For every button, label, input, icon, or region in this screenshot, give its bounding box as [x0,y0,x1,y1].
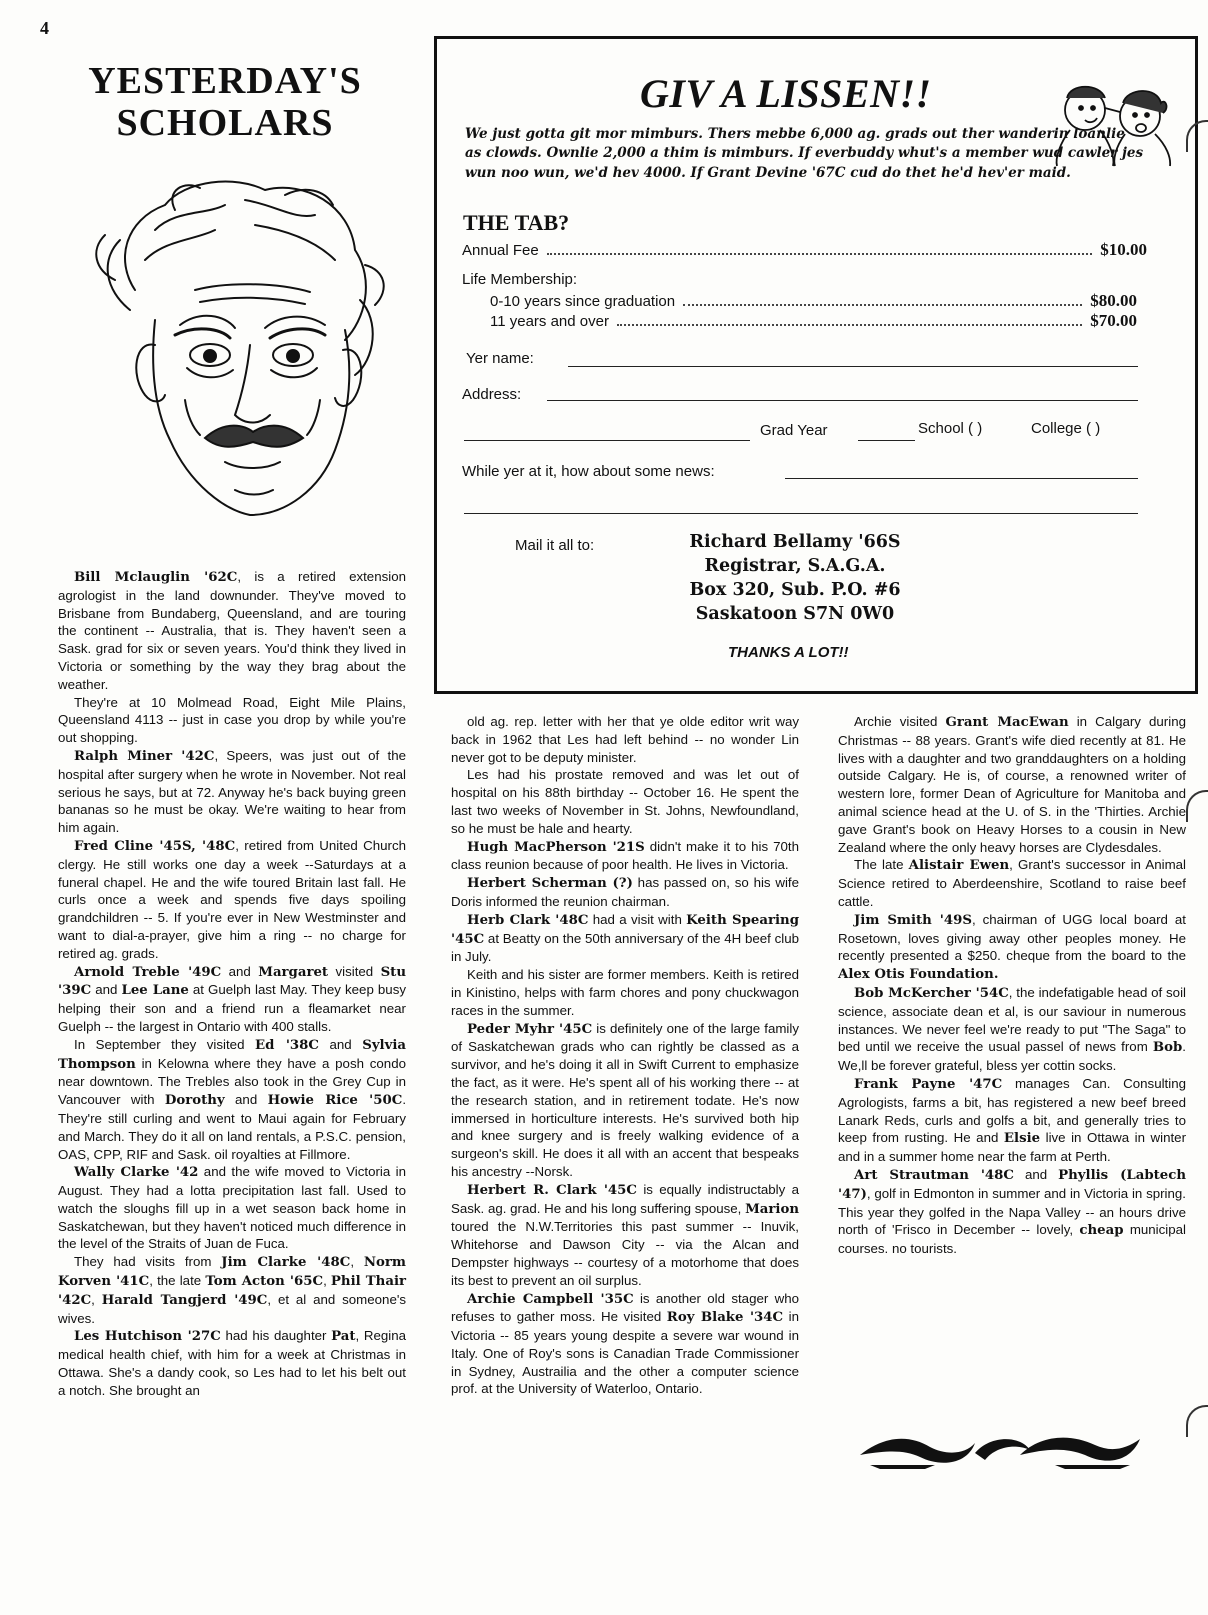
wave-ornament-icon [855,1425,1145,1475]
text-run: , retired from United Church clergy. He still works one day a week --Saturdays at a funeral chapel. He and the wife toured Britain last fall. He curls once a week and spends five days spoiling grandchildren -- 5. If you're ever in New Westminster and want to dial-a-prayer, give him a ring -- no charge for retired ag. grads. [58,837,406,961]
name-highlight: Alistair Ewen [908,858,1010,874]
dot-leader [617,324,1082,326]
text-run: , golf in Edmonton in summer and in Victoria in spring. This year they golfed in the Napa Valley -- an hours drive north of 'Frisco in December -- lovely, [838,1185,1186,1238]
text-run: in Calgary during Christmas -- 88 years. Grant's wife died recently at 81. He lives with a daughter and two granddaughters on a holding outside Calgary. He is, of course, a renowned writer of western lore, former Dean of Agriculture for Manitoba and animal science head at the U. of S. in the 'Thirties. Archie gave Grant's book on Heavy Horses to a cousin in New Zealand where the only heavy horses are Clydesdales. [838,714,1186,855]
text-run: at Guelph last May. They keep busy helping their son and a friend run a fleamarket near Guelph -- the largest in Ontario with 400 stalls. [58,982,406,1034]
mail-line-1: Richard Bellamy '66S [689,532,901,552]
life-row-2 [490,311,1137,331]
name-highlight: Jim Smith '49S [854,912,972,928]
annual-fee-label: Annual Fee [462,242,539,259]
name-field[interactable] [568,366,1138,367]
column-1-text [58,568,406,1400]
text-run: , Regina medical health chief, with him for a week at Christmas in Ottawa. She's a dandy cook, so Les had to let his belt out a notch. She brought an [58,1328,407,1398]
name-highlight: Bill Mclauglin '62C [74,570,238,585]
form-title: GIV A LISSEN!! [640,71,932,116]
paragraph [451,911,799,966]
name-highlight: Howie Rice '50C [267,1093,403,1109]
paragraph [58,837,406,963]
text-run: is equally indistructably a Sask. ag. grad. He and his long suffering spouse, [451,1181,799,1216]
tab-title: THE TAB? [463,210,570,235]
mail-line-3: Box 320, Sub. P.O. #6 [689,580,901,600]
news-field-line-2[interactable] [464,513,1138,514]
mail-line-4: Saskatoon S7N 0W0 [695,604,895,624]
column-title [50,60,400,144]
paragraph [451,874,799,911]
life-row-1-label: 0-10 years since graduation [490,293,676,310]
paragraph [451,1020,799,1181]
paragraph [451,838,799,875]
text-run: The late [854,857,909,873]
name-highlight: Roy Blake '34C [666,1310,784,1326]
name-highlight: Keith Spearing '45C [451,912,799,947]
text-run: , chairman of UGG local board at Rosetown, loves giving away other peoples money. He recently presented a $250. cheque from the board to the [838,911,1186,964]
paragraph [838,856,1186,910]
name-highlight: Hugh MacPherson '21S [467,839,645,855]
paragraph [838,1075,1186,1166]
column-3-text [838,713,1186,1258]
name-highlight: Norm Korven '41C [58,1255,406,1290]
name-highlight: Alex Otis Foundation. [838,967,999,983]
name-highlight: Tom Acton '65C [205,1274,324,1290]
page-edge-mark [1186,790,1208,822]
college-label[interactable]: College ( ) [1031,420,1101,437]
news-label: While yer at it, how about some news: [462,463,715,480]
paragraph [451,1181,799,1290]
address-field-line-2[interactable] [464,440,750,441]
paragraph [451,966,799,1019]
annual-fee-row [462,240,1147,260]
mail-line-2: Registrar, S.A.G.A. [704,556,886,576]
text-run: , the late [149,1273,206,1289]
text-run: , [350,1254,364,1270]
title-line-1: YESTERDAY'S [88,60,362,102]
name-highlight: Ralph Miner '42C [74,748,215,764]
text-run: is definitely one of the large family of Saskatchewan grads who can rightly be classed as a survivor, and he's doing it all in Swift Current to emphasize the fact, as it were. He's spent all of his working there -- at the research station, and in retirement todate. He's now immersed in horticulture interests. He's survived both hip and knee surgery and is freely walking evidence of a surgeon's skill. He does it all with an accent that bespeaks his ancestry --Norsk. [451,1020,799,1179]
annual-fee-amount: $10.00 [1100,240,1147,259]
paragraph [838,911,1186,984]
text-run: and the wife moved to Victoria in August. They had a lotta precipitation last fall. Used to watch the sloughs fill up in a wet season back home in Saskatchewan, but they haven't noticed much difference in the level of the Straits of Juan de Fuca. [58,1164,406,1252]
paragraph [58,1036,406,1164]
name-highlight: Arnold Treble '49C [74,964,222,980]
name-highlight: Les Hutchison '27C [74,1329,221,1345]
text-run: They're at 10 Molmead Road, Eight Mile Plains, Queensland 4113 -- just in case you drop by while you're out shopping. [58,694,406,746]
text-run: has passed on, so his wife Doris informed the reunion chairman. [451,875,799,909]
name-highlight: Archie Campbell '35C [467,1291,634,1307]
paragraph [838,984,1186,1075]
paragraph [838,713,1186,856]
column-2-text [451,713,799,1398]
text-run: and [319,1036,363,1052]
text-run: toured the N.W.Territories this past summer -- Inuvik, Whitehorse and Dawson City -- via the Alcan and Dempster highways -- courtesy of a motorhome that does its best to prevent an oil surplus. [451,1219,799,1288]
name-highlight: Phyllis (Labtech '47) [838,1167,1186,1202]
life-row-2-label: 11 years and over [490,313,609,330]
text-run: They had visits from [74,1254,222,1270]
text-run: , [91,1291,102,1307]
paragraph [838,1166,1186,1258]
name-highlight: Grant MacEwan [945,715,1069,730]
name-label: Yer name: [466,350,534,367]
paragraph [58,1253,406,1327]
title-line-2: SCHOLARS [116,102,334,144]
text-run: didn't make it to his 70th class reunion because of poor health. He lives in Victoria. [451,838,800,873]
name-highlight: Phil Thair '42C [58,1274,407,1308]
paragraph [58,1327,406,1399]
text-run: manages Can. Consulting Agrologists, farms a bit, has registered a new beef breed Lanark Reds, curls and golfs a bit, and generally tries to keep from rusting. He and [838,1075,1186,1146]
text-run: and [1013,1166,1059,1182]
paragraph [58,694,406,747]
life-row-1 [490,291,1137,311]
name-highlight: Art Strautman '48C [854,1167,1014,1183]
text-run: and [224,1092,268,1108]
text-run: and [91,982,122,998]
text-run: is another old stager who refuses to gather moss. He visited [451,1290,799,1325]
news-field[interactable] [785,478,1138,479]
address-field[interactable] [547,400,1138,401]
name-highlight: cheap [1079,1223,1124,1239]
text-run: . We,ll be forever grateful, bless yer cottin socks. [838,1039,1186,1074]
name-highlight: Herbert Scherman (?) [467,876,633,892]
mailing-address [675,530,915,626]
einstein-portrait-icon [75,170,395,540]
name-highlight: Sylvia Thompson [58,1037,406,1072]
name-highlight: Bob [1152,1040,1183,1056]
text-run: Les had his prostate removed and was let out of hospital on his 88th birthday -- October 16. He spent the last two weeks of November in St. Johns, Newfoundland, so he must be hale and hearty. [451,767,799,836]
name-highlight: Dorothy [164,1093,225,1109]
text-run: , is a retired extension agrologist in the land downunder. They've moved to Brisbane from Bundaberg, Queensland, and are touring the continent -- Australia, that is. They haven't seen a Sask. grad for six or seven years. You'd think they lived in Victoria or something by the way they brag about the weather. [58,569,406,692]
text-run: , [323,1273,331,1289]
mail-label: Mail it all to: [515,537,595,554]
name-highlight: Herbert R. Clark '45C [467,1182,637,1198]
life-row-2-amount: $70.00 [1090,311,1137,330]
paragraph [451,1290,799,1399]
name-highlight: Ed '38C [254,1037,320,1053]
paragraph [451,713,799,766]
name-highlight: Jim Clarke '48C [221,1255,351,1271]
thanks-text: THANKS A LOT!! [728,644,849,661]
text-run: at Beatty on the 50th anniversary of the 4H beef club in July. [451,930,799,965]
text-run: Keith and his sister are former members. Keith is retired in Kinistino, helps with farm chores and pony chuckwagon races in the summer. [451,967,799,1018]
page-edge-mark [1186,1405,1208,1437]
name-highlight: Herb Clark '48C [467,912,589,928]
address-label: Address: [462,386,522,403]
text-run: , the indefatigable head of soil science, associate dean et al, is our saviour in numerous instances. We never feel we're ready to put "The Saga" to bed until we receive the usual passel of news from [838,984,1186,1055]
name-highlight: Pat [331,1329,356,1345]
text-run: Archie visited [854,714,946,729]
paragraph [58,568,406,694]
school-label[interactable]: School ( ) [918,420,983,437]
text-run: , Speers, was just out of the hospital after surgery when he wrote in November. Not real serious he says, but at 72. Anyway he's back buying green bananas so he must be okay. We're waiting to hear from him again. [58,747,406,836]
life-membership-label: Life Membership: [462,271,578,288]
name-highlight: Bob McKercher '54C [854,985,1009,1001]
name-highlight: Wally Clarke '42 [74,1165,199,1181]
text-run: had his daughter [220,1328,332,1344]
text-run: and [221,963,259,979]
name-highlight: Margaret [258,964,329,980]
grad-year-label: Grad Year [760,422,828,439]
text-run: had a visit with [588,911,687,927]
name-highlight: Marion [745,1201,799,1217]
name-highlight: Fred Cline '45S, '48C [74,838,236,854]
dot-leader [683,304,1082,306]
life-row-1-amount: $80.00 [1090,291,1137,310]
text-run: visited [328,963,381,979]
text-run: . They're still curling and went to Maui again for February and March. They do it all on land rentals, a P.S.C. pension, OAS, CPP, RIF and Sask. oil royalties at Fillmore. [58,1092,407,1162]
name-highlight: Lee Lane [121,983,189,999]
text-run: in Victoria -- 85 years young despite a severe war wound in Italy. One of Roy's sons is Canadian Trade Commissioner in Sydney, Austrailia and the other a computer science prof. at the University of Waterloo, Ontario. [451,1309,799,1397]
paragraph [58,963,406,1036]
text-run: municipal courses. no tourists. [838,1222,1186,1257]
paragraph [58,1163,406,1253]
grad-year-field[interactable] [858,440,915,441]
name-highlight: Harald Tangjerd '49C [101,1292,268,1308]
page-number: 4 [40,18,49,38]
name-highlight: Peder Myhr '45C [467,1021,593,1037]
text-run: old ag. rep. letter with her that ye olde editor writ way back in 1962 that Les had left behind -- no wonder Lin never got to be deputy minister. [451,714,799,765]
form-intro: We just gotta git mor mimburs. Thers mebbe 6,000 ag. grads out ther wanderin loanlie as clowds. Ownlie 2,000 a thim is mimburs. If everbuddy whut's a member wud cawler jes wun noo wun, we'd hev 4000. If Grant Devine '67C cud do thet he'd hev'er maid. [465,126,1144,181]
name-highlight: Frank Payne '47C [854,1076,1003,1092]
text-run: , Grant's successor in Animal Science retired to Aberdeenshire, Scotland to raise beef cattle. [838,857,1187,909]
paragraph [451,766,799,837]
text-run: in Kelowna where they have a posh condo near downtown. The Trebles also took in the Grey Cup in Vancouver with [58,1055,406,1108]
name-highlight: Stu '39C [58,964,406,999]
dot-leader [547,253,1093,255]
text-run: , et al and someone's wives. [58,1291,407,1326]
name-highlight: Elsie [1003,1131,1041,1147]
text-run: live in Ottawa in winter and in a summer home near the farm at Perth. [838,1130,1186,1165]
text-run: In September they visited [74,1036,255,1052]
paragraph [58,747,406,837]
